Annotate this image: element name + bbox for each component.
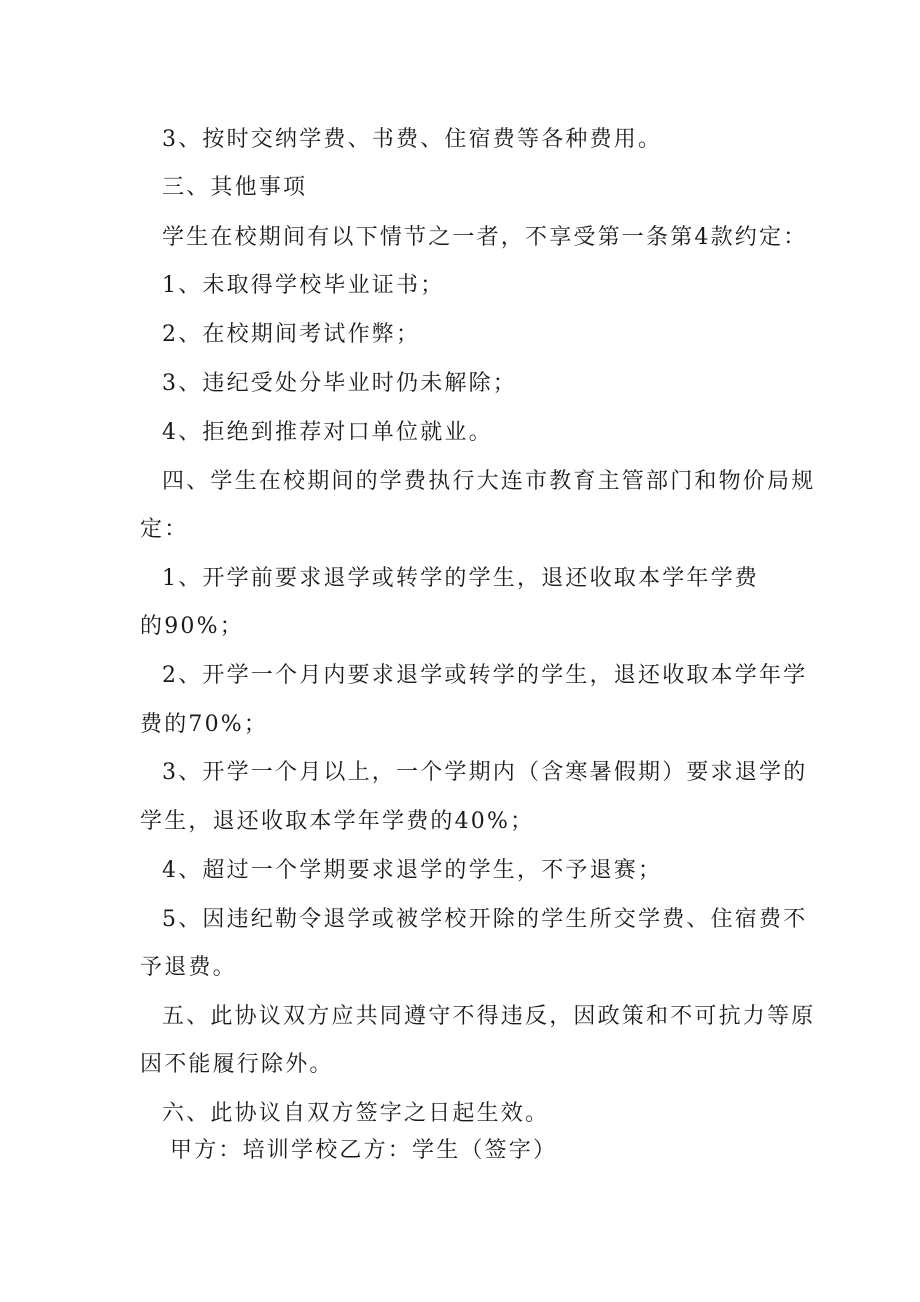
refund-rule-2-cont: 费的70%； bbox=[140, 712, 269, 737]
signature-line: 甲方：培训学校乙方：学生（签字） bbox=[170, 1138, 558, 1163]
section-five-cont: 因不能履行除外。 bbox=[140, 1052, 334, 1077]
section-six: 六、此协议自双方签字之日起生效。 bbox=[162, 1101, 550, 1126]
section-three-heading: 三、其他事项 bbox=[162, 175, 308, 200]
exclusion-item-4: 4、拒绝到推荐对口单位就业。 bbox=[162, 420, 493, 445]
section-five: 五、此协议双方应共同遵守不得违反，因政策和不可抗力等原 bbox=[162, 1004, 816, 1029]
section-four-heading-cont: 定： bbox=[140, 517, 189, 542]
refund-rule-4: 4、超过一个学期要求退学的学生，不予退赛； bbox=[162, 858, 663, 883]
refund-rule-1: 1、开学前要求退学或转学的学生，退还收取本学年学费 bbox=[162, 566, 759, 591]
fee-payment-clause: 3、按时交纳学费、书费、住宿费等各种费用。 bbox=[162, 127, 663, 152]
exclusion-item-3: 3、违纪受处分毕业时仍未解除； bbox=[162, 371, 517, 396]
refund-rule-5-cont: 予退费。 bbox=[140, 955, 237, 980]
exclusion-item-1: 1、未取得学校毕业证书； bbox=[162, 273, 445, 298]
exclusion-item-2: 2、在校期间考试作弊； bbox=[162, 322, 421, 347]
section-four-heading: 四、学生在校期间的学费执行大连市教育主管部门和物价局规 bbox=[162, 469, 816, 494]
refund-rule-5: 5、因违纪勒令退学或被学校开除的学生所交学费、住宿费不 bbox=[162, 907, 808, 932]
refund-rule-3-cont: 学生，退还收取本学年学费的40%； bbox=[140, 809, 535, 834]
refund-rule-3: 3、开学一个月以上，一个学期内（含寒暑假期）要求退学的 bbox=[162, 760, 808, 785]
refund-rule-1-cont: 的90%； bbox=[140, 614, 244, 639]
exclusion-intro: 学生在校期间有以下情节之一者，不享受第一条第4款约定： bbox=[162, 225, 808, 250]
refund-rule-2: 2、开学一个月内要求退学或转学的学生，退还收取本学年学 bbox=[162, 663, 808, 688]
